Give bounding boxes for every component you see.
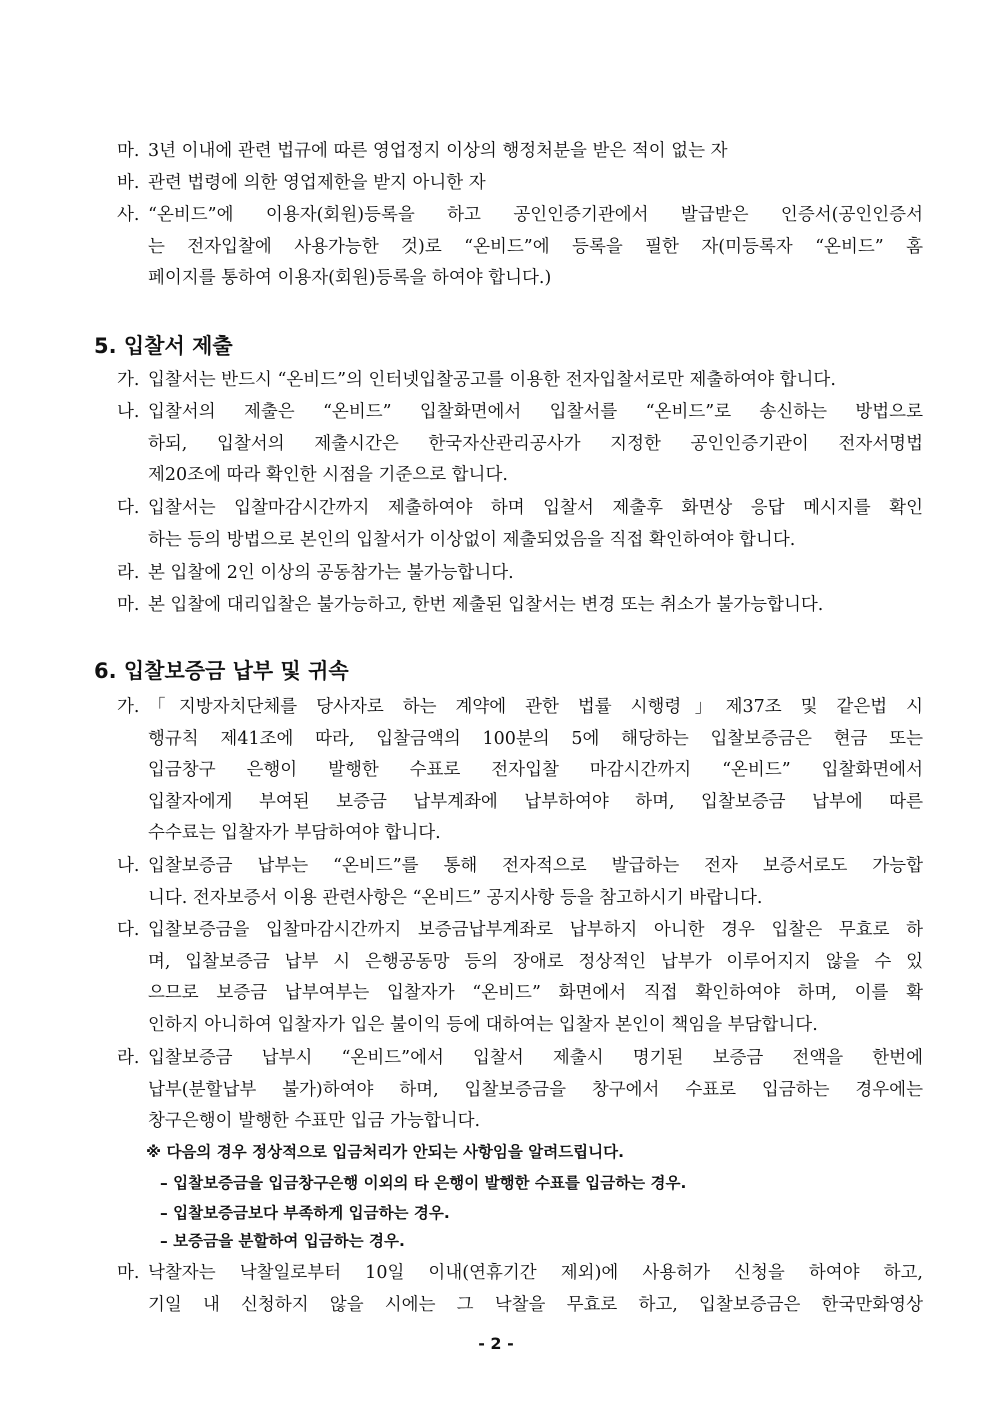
section-title: 6. 입찰보증금 납부 및 귀속 [94, 659, 349, 683]
notice-bullet: – 입찰보증금보다 부족하게 입금하는 경우. [160, 1204, 450, 1222]
list-item: 가. 입찰서는 반드시 “온비드”의 인터넷입찰공고를 이용한 전자입찰서로만 제출하여야 합니다. [117, 370, 836, 390]
list-item: 다. 입찰서는 입찰마감시간까지 제출하여야 하며 입찰서 제출후 화면상 응답 메시지를 확인 하는 등의 방법으로 본인의 입찰서가 이상없이 제출되었음을 직접 확인하여야 합니다. [117, 498, 923, 550]
notice-heading: ※ 다음의 경우 정상적으로 입금처리가 안되는 사항임을 알려드립니다. [146, 1143, 624, 1161]
section-title: 5. 입찰서 제출 [94, 334, 233, 358]
list-item: 마. 본 입찰에 대리입찰은 불가능하고, 한번 제출된 입찰서는 변경 또는 취소가 불가능합니다. [117, 595, 824, 615]
list-item: 나. 입찰서의 제출은 “온비드” 입찰화면에서 입찰서를 “온비드”로 송신하는 방법으로 하되, 입찰서의 제출시간은 한국자산관리공사가 지정한 공인인증기관이 전자서명법 제20조에 따라 확인한 시점을 기준으로 합니다. [117, 402, 923, 485]
list-item: 바. 관련 법령에 의한 영업제한을 받지 아니한 자 [117, 173, 486, 193]
list-item: 가. 「지방자치단체를 당사자로 하는 계약에 관한 법률 시행령」제37조 및 같은법 시 행규칙 제41조에 따라, 입찰금액의 100분의 5에 해당하는 입찰보증금은 현금 또는 입금창구 은행이 발행한 수표로 전자입찰 마감시간까지 “온비드” 입찰화면에서 입찰자에게 부여된 보증금 납부계좌에 납부하여야 하며, 입찰보증금 납부에 따른 수수료는 입찰자가 부담하여야 합니다. [117, 697, 923, 843]
list-item: 라. 입찰보증금 납부시 “온비드”에서 입찰서 제출시 명기된 보증금 전액을 한번에 납부(분할납부 불가)하여야 하며, 입찰보증금을 창구에서 수표로 입금하는 경우에는 창구은행이 발행한 수표만 입금 가능합니다. [117, 1048, 923, 1131]
list-item: 다. 입찰보증금을 입찰마감시간까지 보증금납부계좌로 납부하지 아니한 경우 입찰은 무효로 하 며, 입찰보증금 납부 시 은행공동망 등의 장애로 정상적인 납부가 이루어지지 않을 수 있 으므로 보증금 납부여부는 입찰자가 “온비드” 화면에서 직접 확인하여야 하며, 이를 확 인하지 아니하여 입찰자가 입은 불이익 등에 대하여는 입찰자 본인이 책임을 부담합니다. [117, 920, 923, 1035]
list-item: 마. 3년 이내에 관련 법규에 따른 영업정지 이상의 행정처분을 받은 적이 없는 자 [117, 141, 728, 161]
list-item: 라. 본 입찰에 2인 이상의 공동참가는 불가능합니다. [117, 563, 514, 583]
list-item: 나. 입찰보증금 납부는 “온비드”를 통해 전자적으로 발급하는 전자 보증서로도 가능합 니다. 전자보증서 이용 관련사항은 “온비드” 공지사항 등을 참고하시기 바랍니다. [117, 856, 923, 908]
page-number: - 2 - [478, 1334, 514, 1353]
list-item: 사. “온비드”에 이용자(회원)등록을 하고 공인인증기관에서 발급받은 인증서(공인인증서 는 전자입찰에 사용가능한 것)로 “온비드”에 등록을 필한 자(미등록자 “온비드” 홈 페이지를 통하여 이용자(회원)등록을 하여야 합니다.) [117, 205, 923, 288]
list-item: 마. 낙찰자는 낙찰일로부터 10일 이내(연휴기간 제외)에 사용허가 신청을 하여야 하고, 기일 내 신청하지 않을 시에는 그 낙찰을 무효로 하고, 입찰보증금은 한국만화영상 [117, 1263, 923, 1315]
notice-bullet: – 입찰보증금을 입금창구은행 이외의 타 은행이 발행한 수표를 입금하는 경우. [160, 1174, 687, 1192]
notice-bullet: – 보증금을 분할하여 입금하는 경우. [160, 1232, 405, 1250]
